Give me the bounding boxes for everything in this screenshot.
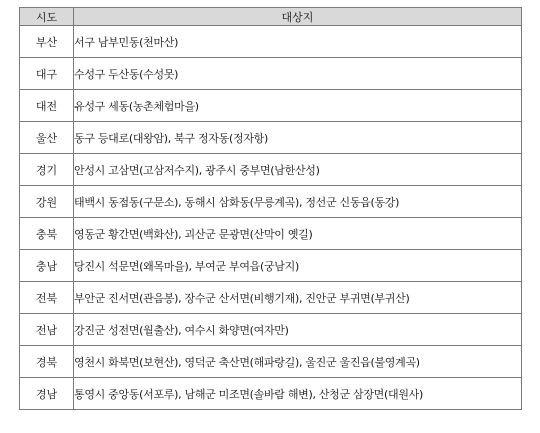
sido-cell: 강원 [20,186,74,218]
table-header [20,8,522,26]
sido-cell: 전남 [20,314,74,346]
sites-cell: 동구 등대로(대왕암), 북구 정자동(정자항) [74,122,522,154]
table-row [20,122,522,154]
sites-cell: 통영시 중앙동(서포루), 남해군 미조면(솔바람 해변), 산청군 삼장면(대원사) [74,378,522,410]
sido-cell: 충남 [20,250,74,282]
sites-cell: 강진군 성전면(월출산), 여수시 화양면(여자만) [74,314,522,346]
table-row [20,58,522,90]
table-row [20,378,522,410]
sido-cell: 대구 [20,58,74,90]
sites-cell: 영동군 황간면(백화산), 괴산군 문광면(산막이 옛길) [74,218,522,250]
table-row [20,250,522,282]
sido-cell: 울산 [20,122,74,154]
sites-cell: 부안군 진서면(관음봉), 장수군 산서면(비행기재), 진안군 부귀면(부귀산) [74,282,522,314]
header-sites: 대상지 [74,8,522,26]
sido-cell: 부산 [20,26,74,58]
table-row [20,218,522,250]
table-row [20,186,522,218]
table-row [20,282,522,314]
sites-cell: 서구 남부민동(천마산) [74,26,522,58]
sido-cell: 대전 [20,90,74,122]
sites-cell: 유성구 세동(농촌체험마을) [74,90,522,122]
region-table-container [19,7,522,410]
table-row [20,314,522,346]
sites-cell: 수성구 두산동(수성못) [74,58,522,90]
header-sido: 시도 [20,8,74,26]
sites-cell: 태백시 동점동(구문소), 동해시 삼화동(무릉계곡), 정선군 신동읍(동강) [74,186,522,218]
sido-cell: 충북 [20,218,74,250]
table-row [20,154,522,186]
table-body [20,26,522,410]
sido-cell: 전북 [20,282,74,314]
sites-cell: 영천시 화북면(보현산), 영덕군 축산면(해파랑길), 울진군 울진읍(불영계곡) [74,346,522,378]
sites-cell: 당진시 석문면(왜목마을), 부여군 부여읍(궁남지) [74,250,522,282]
region-table [19,7,522,410]
table-row [20,26,522,58]
table-row [20,346,522,378]
sido-cell: 경북 [20,346,74,378]
sites-cell: 안성시 고삼면(고삼저수지), 광주시 중부면(남한산성) [74,154,522,186]
sido-cell: 경남 [20,378,74,410]
header-row [20,8,522,26]
table-row [20,90,522,122]
sido-cell: 경기 [20,154,74,186]
